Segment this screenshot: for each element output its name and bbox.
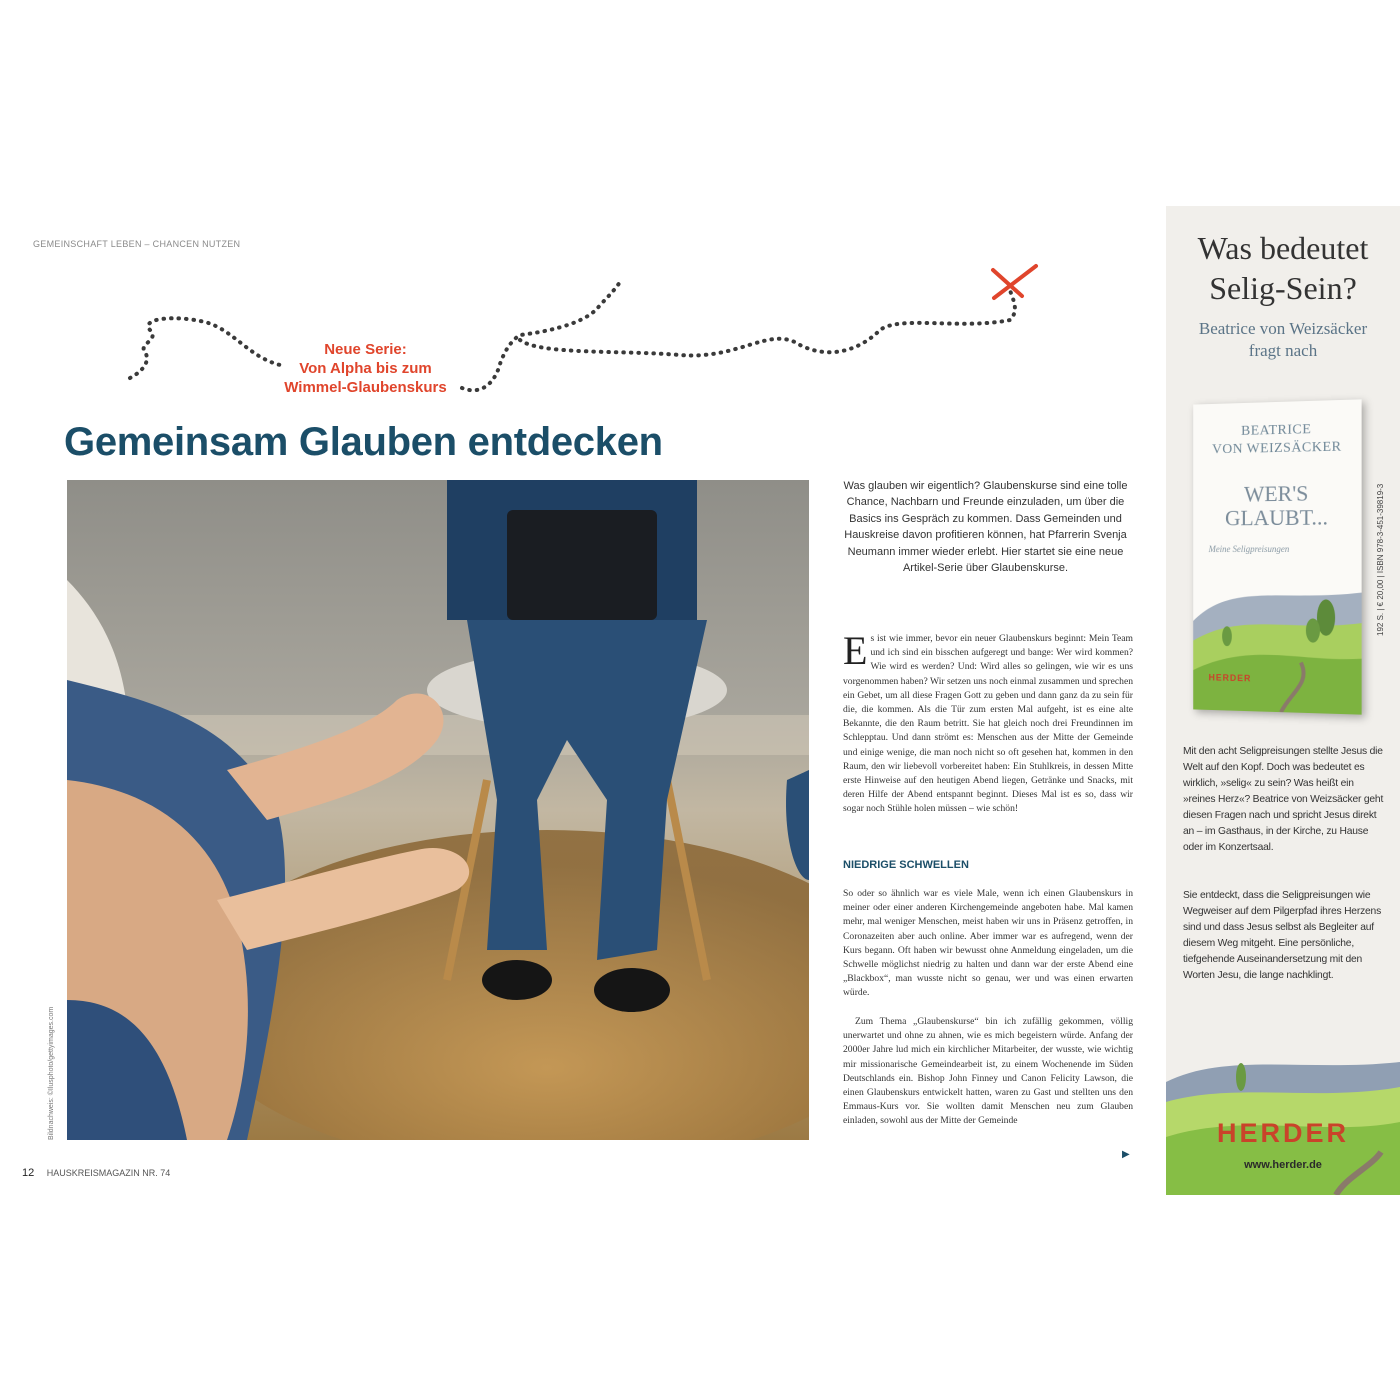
ad-description: Sie entdeckt, dass die Seligpreisungen wie Wegweiser auf dem Pilgerpfad ihres Herzens sind und dass Jesus selbst als Begleiter auf diesem Weg mitgeht. Eine persönliche, tiefgehende Auseinandersetzung mit den Worten Jesu, die lange nachklingt. [1183,890,1382,981]
ad-description: Mit den acht Seligpreisungen stellte Jesus die Welt auf den Kopf. Doch was bedeutet es wirklich, »selig« zu sein? Was heißt ein »reines Herz«? Beatrice von Weizsäcker geht diesen Fragen nach und spricht Jesus direkt an – im Gasthaus, in der Kirche, zu Hause oder im Konzertsaal. [1183,746,1384,853]
landscape-illustration [1193,562,1361,715]
photo-credit: Bildnachweis: ©Ilusphoto/gettyimages.com [48,1006,55,1140]
ad-title-line: Selig-Sein? [1209,270,1357,306]
ad-url[interactable]: www.herder.de [1244,1159,1322,1171]
book-title-line: GLAUBT... [1224,504,1329,531]
book-advertisement [1166,206,1400,1195]
section-subhead: NIEDRIGE SCHWELLEN [843,859,969,871]
article-photo [67,480,809,1140]
paragraph-text: s ist wie immer, bevor ein neuer Glaubenskurs beginnt: Mein Team und ich sind ein bisschen aufgeregt und bange: Wer wird kommen? Wie wird es werden? Und: Wird alles so gelingen, wie wir es uns vorgenommen haben? Wir setzen uns noch einmal zusammen und sprechen ein Gebet, um all diese Fragen Gott zu geben und dann ganz da zu sein für die, die kommen. Als die Tür zum ersten Mal aufgeht, ist es eine alte Bekannte, die den Raum betritt. Sie hat gleich noch drei Freundinnen im Schlepptau. Und dann strömt es: Menschen aus der Mitte der Gemeinde und einige wenige, die man noch nicht so oft gesehen hat, kommen in den Raum, den wir liebevoll vorbereitet haben: Ein Stuhlkreis, in dessen Mitte erste Hinweise auf den heutigen Abend liegen, Getränke und Snacks, mit deren Hilfe der Abend entspannt beginnt. Dieses Mal ist es so, dass wir sogar noch Stühle holen müssen – wie schön! [843,633,1133,815]
series-line: Wimmel-Glaubenskurs [284,379,447,396]
ad-title [1166,228,1400,308]
series-line: Neue Serie: [324,341,407,358]
series-line: Von Alpha bis zum [299,360,432,377]
book-author-line: BEATRICE [1241,422,1312,439]
dotted-path-illustration [0,0,1170,420]
drop-cap: E [843,628,868,673]
body-paragraph: So oder so ähnlich war es viele Male, wenn ich einen Glaubenskurs in meiner oder einer anderen Kirchengemeinde angeboten habe. Mal kamen mehr, mal weniger Menschen, meist haben wir uns in Präsenz getroffen, in Coronazeiten aber auch online. Aber immer war es aufregend, wenn der Kurs begann. Oft haben wir bewusst ohne Anmeldung eingeladen, um die Schwelle möglichst niedrig zu halten und dann war der erste Abend eine „Blackbox“, man wusste nicht so genau, wer und was einen erwarten würde. [843,888,1133,999]
continue-arrow-icon: ▶ [1122,1149,1130,1160]
page-number: 12 [22,1167,35,1179]
article-headline: Gemeinsam Glauben entdecken [64,420,663,464]
herder-logo: HERDER [1216,1118,1349,1148]
ad-title-line: Was bedeutet [1197,230,1369,266]
body-paragraph [843,628,1133,817]
series-teaser [258,340,473,397]
page-footer [22,1167,170,1179]
section-label: GEMEINSCHAFT LEBEN – CHANCEN NUTZEN [33,239,241,249]
ad-subtitle [1166,318,1400,362]
ad-subtitle-line: fragt nach [1248,341,1318,360]
article-intro: Was glauben wir eigentlich? Glaubenskurse sind eine tolle Chance, Nachbarn und Freunde einzuladen, um über die Basics ins Gespräch zu kommen. Dass Gemeinden und Hauskreise davon profitieren können, hat Pfarrerin Svenja Neumann immer wieder erlebt. Hier startet sie eine neue Artikel-Serie über Glaubenskurse. [843,480,1128,575]
book-author-line: VON WEIZSÄCKER [1212,439,1342,458]
book-subtitle: Meine Seligpreisungen [1208,543,1290,555]
book-cover [1193,399,1361,714]
book-details: 192 S. | € 20,00 | ISBN 978-3-451-39819-3 [1376,483,1385,636]
x-mark-icon [993,266,1036,298]
book-title [1193,481,1361,531]
magazine-issue: HAUSKREISMAGAZIN NR. 74 [46,1168,171,1178]
ad-subtitle-line: Beatrice von Weizsäcker [1198,319,1368,338]
book-author [1193,420,1361,460]
book-title-line: WER'S [1243,480,1309,507]
book-publisher-logo: HERDER [1208,672,1252,684]
body-paragraph: Zum Thema „Glaubenskurse“ bin ich zufällig gekommen, völlig unerwartet und ohne zu ahnen, wie es mich begeistern würde. Anfang der 2000er Jahre lud mich ein kirchlicher Mitarbeiter, der wusste, wie wichtig mir missionarische Gemeindearbeit ist, zu einem Wochenende im Süden Deutschlands ein. Bishop John Finney und Canon Felicity Lawson, die einen Glaubenskurs entwickelt hatten, waren zu Gast und stellten uns den Emmaus-Kurs vor. Sie wollten damit Menschen neu zum Glauben einladen, sowohl aus der Mitte der Gemeinde [843,1016,1133,1127]
